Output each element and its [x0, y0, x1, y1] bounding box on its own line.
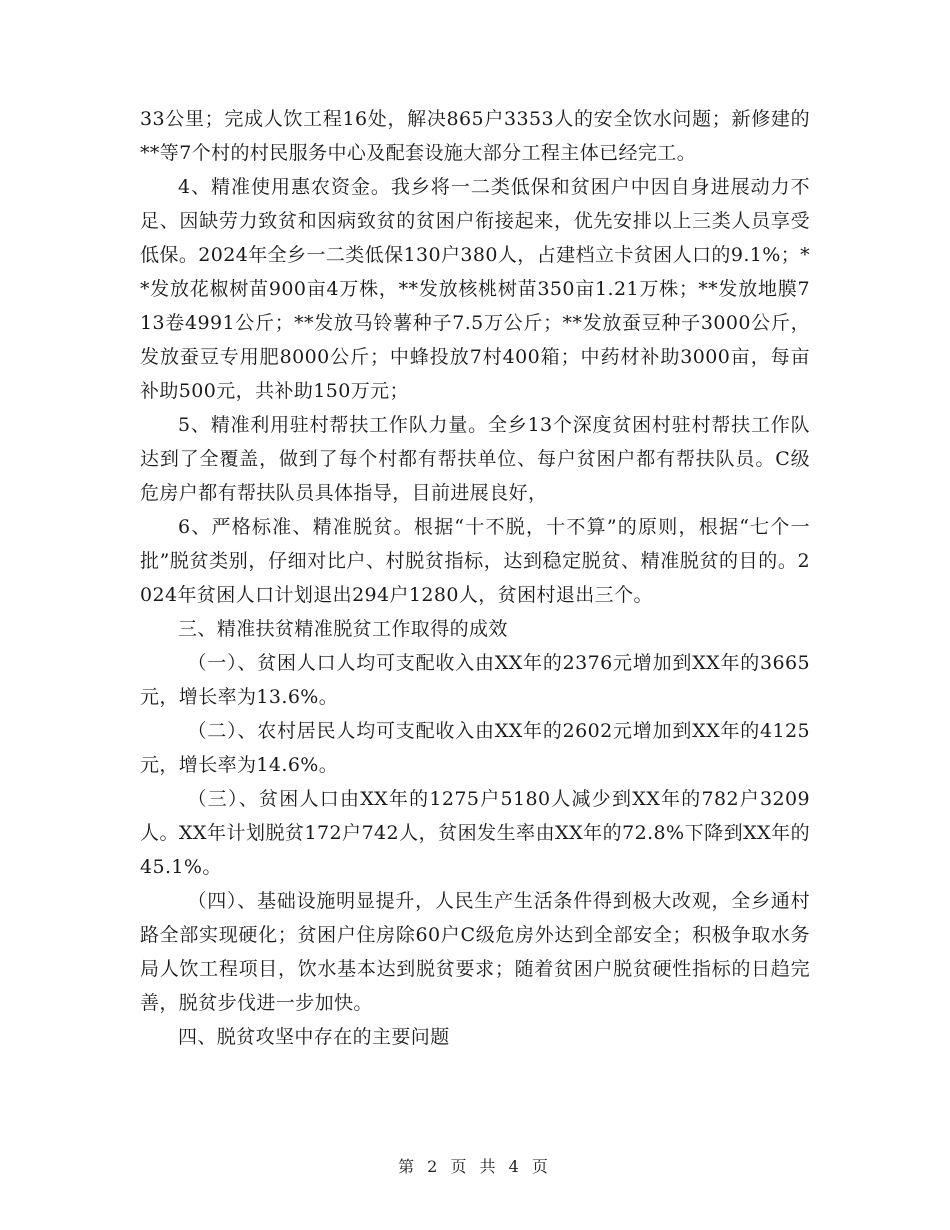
document-body — [140, 102, 810, 1054]
paragraph-item-6: 6、严格标准、精准脱贫。根据“十不脱，十不算”的原则，根据“七个一批”脱贫类别，仔细对比户、村脱贫指标，达到稳定脱贫、精准脱贫的目的。2024年贫困人口计划退出294户1280人，贫困村退出三个。 — [140, 516, 810, 606]
paragraph-item-5: 5、精准利用驻村帮扶工作队力量。全乡13个深度贫困村驻村帮扶工作队达到了全覆盖，做到了每个村都有帮扶单位、每户贫困户都有帮扶队员。C级危房户都有帮扶队员具体指导，目前进展良好， — [140, 414, 810, 504]
section-heading-3: 三、精准扶贫精准脱贫工作取得的成效 — [178, 618, 508, 640]
paragraph-sub-2: （二）、农村居民人均可支配收入由XX年的2602元增加到XX年的4125元，增长率为14.6%。 — [140, 720, 810, 776]
paragraph-sub-3: （三）、贫困人口由XX年的1275户5180人减少到XX年的782户3209人。XX年计划脱贫172户742人，贫困发生率由XX年的72.8%下降到XX年的45.1%。 — [140, 788, 810, 878]
paragraph-item-4: 4、精准使用惠农资金。我乡将一二类低保和贫困户中因自身进展动力不足、因缺劳力致贫和因病致贫的贫困户衔接起来，优先安排以上三类人员享受低保。2024年全乡一二类低保130户380人，占建档立卡贫困人口的9.1%；**发放花椒树苗900亩4万株，**发放核桃树苗350亩1.21万株；**发放地膜713卷4991公斤；**发放马铃薯种子7.5万公斤；**发放蚕豆种子3000公斤，发放蚕豆专用肥8000公斤；中蜂投放7村400箱；中药材补助3000亩，每亩补助500元，共补助150万元； — [140, 176, 810, 402]
page-number-footer: 第 2 页 共 4 页 — [398, 1157, 552, 1176]
paragraph-sub-1: （一）、贫困人口人均可支配收入由XX年的2376元增加到XX年的3665元，增长率为13.6%。 — [140, 652, 810, 708]
paragraph-sub-4: （四）、基础设施明显提升，人民生产生活条件得到极大改观，全乡通村路全部实现硬化；贫困户住房除60户C级危房外达到全部安全；积极争取水务局人饮工程项目，饮水基本达到脱贫要求；随着贫困户脱贫硬性指标的日趋完善，脱贫步伐进一步加快。 — [140, 890, 810, 1014]
paragraph-continuation: 33公里；完成人饮工程16处，解决865户3353人的安全饮水问题；新修建的**等7个村的村民服务中心及配套设施大部分工程主体已经完工。 — [140, 108, 810, 164]
section-heading-4: 四、脱贫攻坚中存在的主要问题 — [178, 1026, 450, 1048]
